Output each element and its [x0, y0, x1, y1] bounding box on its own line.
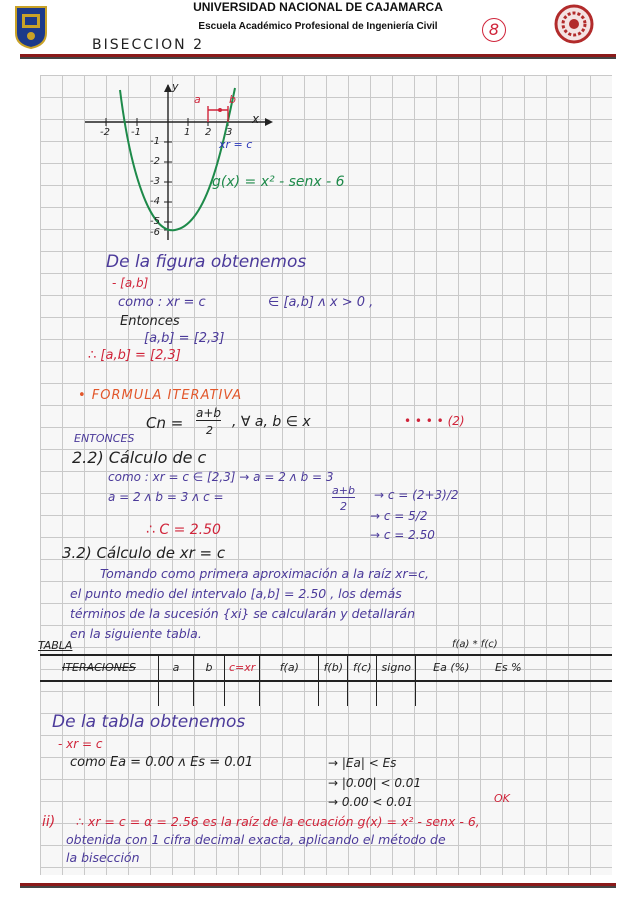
formula-title: • FORMULA ITERATIVA	[78, 388, 243, 403]
tabla-label: TABLA	[38, 639, 73, 652]
table-arrow1: → |Ea| < Es	[328, 756, 397, 770]
calc-xr-para-line: el punto medio del intervalo [a,b] = 2.50 , los demás	[70, 586, 402, 601]
interval-label: - [a,b]	[112, 276, 149, 290]
formula-denominator: 2	[206, 424, 213, 437]
x-tick-label: -2	[100, 127, 110, 138]
table-arrow3: → 0.00 < 0.01	[328, 795, 413, 809]
calc-xr-para-line: en la siguiente tabla.	[70, 626, 202, 641]
calc-c-arrow3: → c = 2.50	[370, 528, 435, 542]
entonces-caps: ENTONCES	[74, 432, 135, 445]
table-sub: - xr = c	[58, 737, 103, 751]
entonces-label: Entonces	[120, 314, 180, 329]
university-title: UNIVERSIDAD NACIONAL DE CAJAMARCA	[193, 0, 443, 14]
function-label: g(x) = x² - senx - 6	[212, 174, 345, 190]
header-rule	[20, 54, 616, 59]
calc-c-line2: a = 2 ᴧ b = 3 ᴧ c =	[108, 490, 224, 504]
x-tick-label: 1	[184, 127, 191, 138]
ok-mark: OK	[494, 792, 510, 805]
calc-c-frac-den: 2	[340, 500, 347, 513]
calc-c-title: 2.2) Cálculo de c	[72, 448, 207, 467]
tabla-note: f(a) * f(c)	[452, 639, 498, 650]
formula-lhs: Cn =	[146, 414, 184, 432]
table-header-cell: f(a)	[260, 654, 319, 680]
conclusion-line: obtenida con 1 cifra decimal exacta, aplicando el método de	[66, 832, 446, 847]
table-header-cell: Es %	[494, 660, 522, 674]
y-tick-label: -6	[150, 227, 160, 238]
calc-c-arrow2: → c = 5/2	[370, 509, 428, 523]
iteration-table	[40, 654, 530, 706]
x-tick-label: -1	[131, 127, 141, 138]
interval-result: ∴ [a,b] = [2,3]	[88, 348, 181, 363]
table-header-cell: a	[159, 654, 194, 680]
root-label: xr = c	[219, 138, 253, 151]
calc-c-frac-num: a+b	[332, 484, 355, 497]
topic-title: BISECCION 2	[92, 37, 204, 53]
formula-reference: • • • • (2)	[404, 414, 465, 428]
table-header-cell: b	[194, 654, 225, 680]
label-b: b	[229, 93, 236, 106]
table-header-cell: Ea (%)	[416, 654, 487, 680]
formula-condition: , ∀ a, b ∈ x	[232, 414, 311, 430]
como-line: como : xr = c	[118, 295, 206, 310]
calc-c-line1: como : xr = c ∈ [2,3] → a = 2 ᴧ b = 3	[108, 470, 334, 484]
page-number: 8	[482, 18, 506, 42]
table-header-cell: f(b)	[319, 654, 348, 680]
conclusion-line: la bisección	[66, 850, 140, 865]
table-como: como Ea = 0.00 ᴧ Es = 0.01	[70, 755, 254, 770]
calc-xr-para-line: Tomando como primera aproximación a la raíz xr=c,	[100, 566, 429, 581]
y-tick-label: -5	[150, 216, 160, 227]
y-tick-label: -4	[150, 196, 160, 207]
interval-equation: [a,b] = [2,3]	[144, 331, 225, 346]
x-tick-label: 3	[226, 127, 233, 138]
y-tick-label: -1	[150, 136, 160, 147]
footer-rule	[20, 883, 616, 888]
calc-c-arrow1: → c = (2+3)/2	[374, 488, 459, 502]
table-header-cell: signo	[377, 654, 416, 680]
label-a: a	[194, 93, 201, 106]
x-axis-label: x	[252, 112, 260, 126]
calc-c-result: ∴ C = 2.50	[146, 522, 221, 538]
table-heading: De la tabla obtenemos	[52, 712, 246, 732]
y-axis-label: y	[172, 80, 179, 93]
formula-numerator: a+b	[196, 406, 222, 420]
table-empty-row	[40, 680, 530, 706]
school-title: Escuela Académico Profesional de Ingeniería Civil	[198, 21, 438, 32]
y-tick-label: -3	[150, 176, 160, 187]
y-tick-label: -2	[150, 156, 160, 167]
function-graph	[80, 80, 280, 245]
table-header-cell: f(c)	[348, 654, 377, 680]
table-header-row	[40, 654, 530, 680]
calc-xr-title: 3.2) Cálculo de xr = c	[62, 544, 226, 562]
figure-heading: De la figura obtenemos	[106, 252, 307, 272]
conclusion-line: ∴ xr = c = α = 2.56 es la raíz de la ecuación g(x) = x² - senx - 6,	[76, 814, 480, 829]
x-tick-label: 2	[205, 127, 212, 138]
membership-line: ∈ [a,b] ᴧ x > 0 ,	[268, 295, 374, 310]
table-header-cell: ITERACIONES	[62, 660, 136, 674]
table-arrow2: → |0.00| < 0.01	[328, 776, 422, 790]
table-header-cell: c=xr	[225, 654, 260, 680]
conclusion-label: ii)	[42, 814, 56, 830]
calc-xr-para-line: términos de la sucesión {xi} se calcularán y detallarán	[70, 606, 416, 621]
